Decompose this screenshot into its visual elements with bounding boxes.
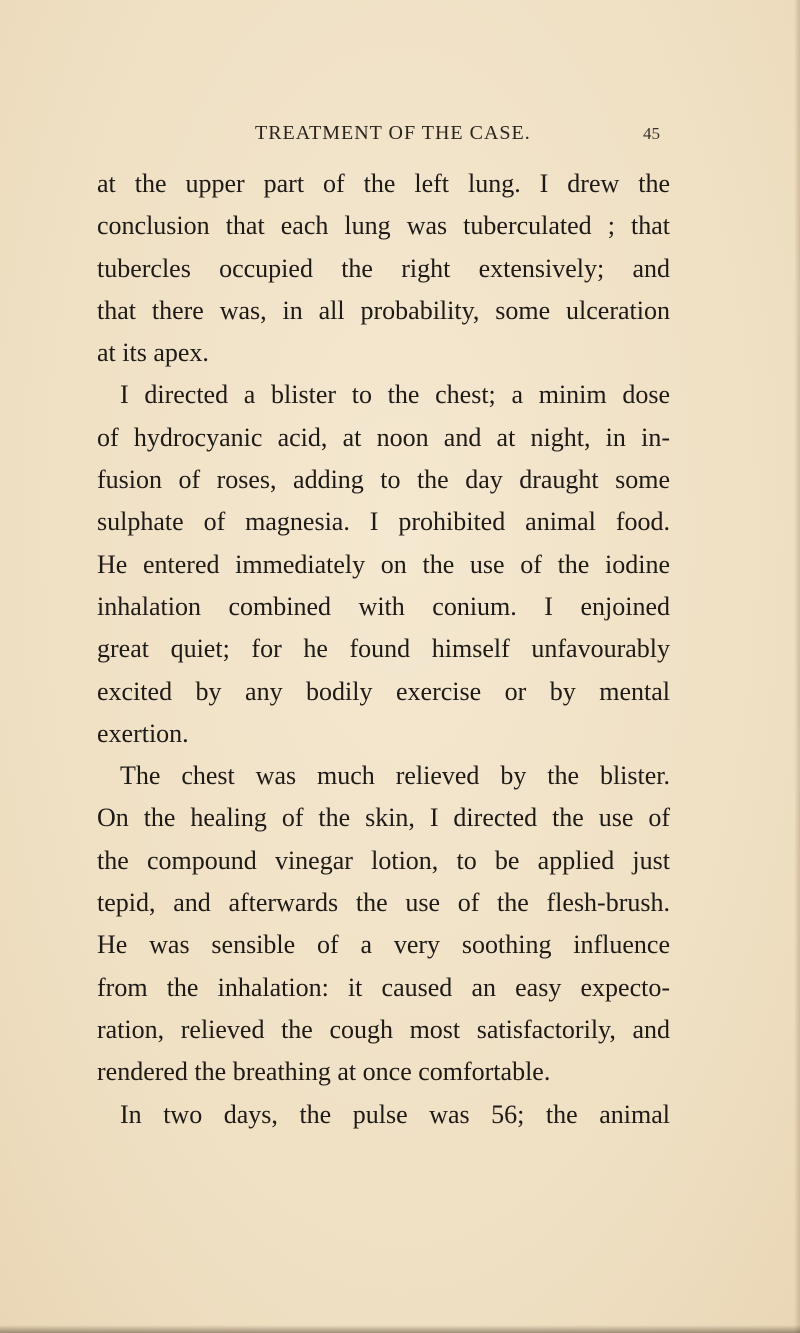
text-line: sulphate of magnesia. I prohibited animal food. bbox=[97, 507, 670, 537]
text-line: at its apex. bbox=[97, 338, 209, 368]
running-head bbox=[100, 122, 660, 152]
text-line: tepid, and afterwards the use of the flesh-brush. bbox=[97, 888, 670, 918]
page-edge-shadow bbox=[794, 0, 800, 1333]
text-line: at the upper part of the left lung. I drew the bbox=[97, 169, 670, 198]
text-line: exertion. bbox=[97, 718, 189, 748]
text-line: ration, relieved the cough most satisfactorily, and bbox=[97, 1014, 670, 1044]
text-line: tubercles occupied the right extensively; and bbox=[97, 253, 670, 283]
page-number: 45 bbox=[643, 124, 660, 143]
page-bottom-shadow bbox=[0, 1325, 800, 1333]
text-line: I directed a blister to the chest; a minim dose bbox=[120, 380, 670, 410]
text-line: that there was, in all probability, some ulceration bbox=[97, 295, 670, 325]
text-line: He was sensible of a very soothing influence bbox=[97, 930, 670, 960]
text-line: In two days, the pulse was 56; the animal bbox=[120, 1099, 670, 1129]
text-line: excited by any bodily exercise or by mental bbox=[97, 676, 670, 706]
running-head-title: TREATMENT OF THE CASE. bbox=[255, 122, 531, 144]
text-line: the compound vinegar lotion, to be applied just bbox=[97, 845, 670, 875]
text-line: rendered the breathing at once comfortable. bbox=[97, 1057, 551, 1087]
body-text bbox=[97, 163, 670, 1136]
text-line: great quiet; for he found himself unfavourably bbox=[97, 634, 670, 664]
text-line: On the healing of the skin, I directed the use of bbox=[97, 803, 670, 833]
text-line: conclusion that each lung was tuberculated ; that bbox=[97, 211, 670, 241]
text-line: He entered immediately on the use of the iodine bbox=[97, 549, 670, 579]
text-line: The chest was much relieved by the blister. bbox=[120, 761, 670, 791]
text-line: inhalation combined with conium. I enjoined bbox=[97, 591, 670, 621]
text-line: from the inhalation: it caused an easy expecto- bbox=[97, 972, 670, 1002]
text-line: fusion of roses, adding to the day draught some bbox=[97, 465, 670, 495]
text-line: of hydrocyanic acid, at noon and at night, in in- bbox=[97, 422, 670, 452]
